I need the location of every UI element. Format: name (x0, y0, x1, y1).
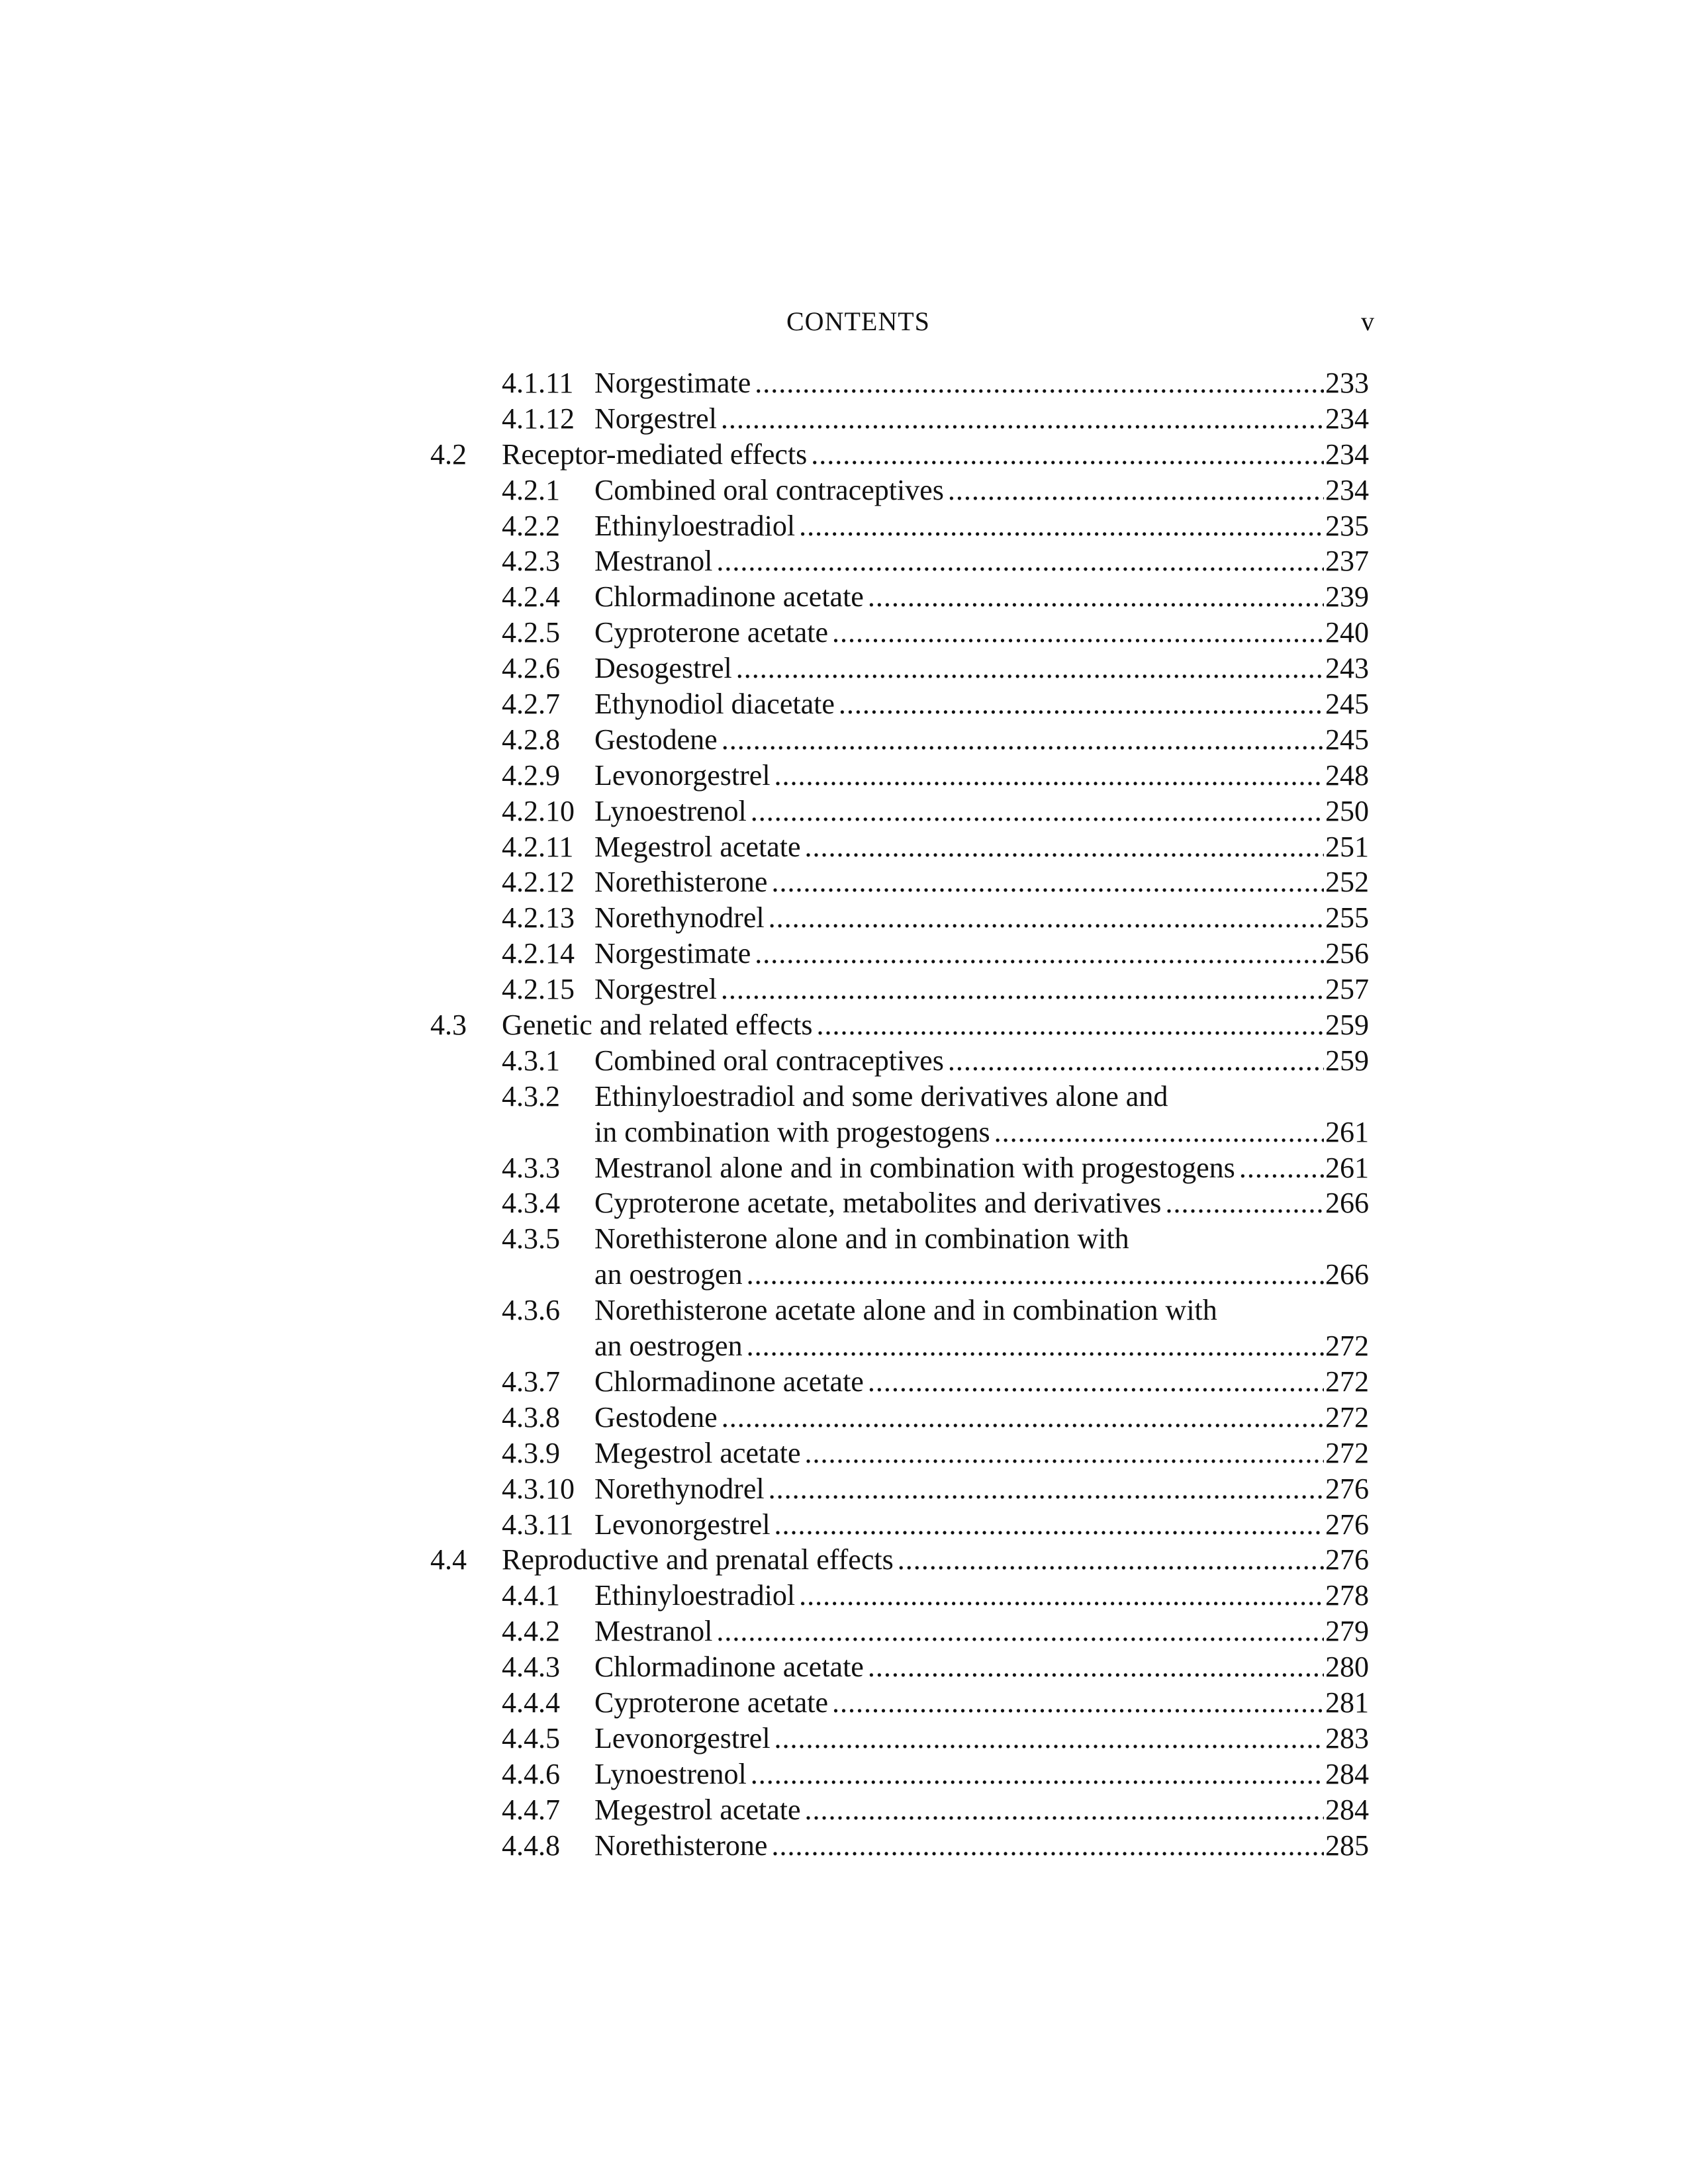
toc-entry-page: 234 (1325, 473, 1369, 506)
toc-entry[interactable] (0, 1043, 1688, 1079)
toc-entry-title: Norethisterone (594, 1829, 768, 1862)
toc-entry-number: 4.2.13 (502, 901, 575, 934)
toc-entry-page: 276 (1325, 1472, 1369, 1505)
toc-entry-number: 4.2.3 (502, 545, 560, 578)
toc-entry-title: Norgestimate (594, 367, 751, 399)
toc-entry-line (502, 365, 1369, 401)
toc-entry-line (502, 1079, 1369, 1115)
table-of-contents (0, 365, 1688, 1863)
toc-entry-title: Levonorgestrel (594, 758, 771, 792)
dot-leader (747, 1328, 1324, 1364)
toc-entry-number: 4.3.11 (502, 1508, 574, 1541)
dot-leader (816, 1007, 1324, 1043)
dot-leader (747, 1257, 1324, 1293)
toc-entry-page: 245 (1325, 723, 1369, 756)
dot-leader (751, 1756, 1324, 1792)
toc-entry-title: Mestranol (594, 1615, 713, 1648)
toc-entry[interactable] (0, 579, 1688, 615)
toc-entry[interactable] (0, 1756, 1688, 1792)
toc-entry-title: Norgestrel (594, 973, 717, 1006)
dot-leader (832, 1685, 1324, 1721)
toc-entry-page: 284 (1325, 1793, 1369, 1826)
toc-entry-title: Chlormadinone acetate (594, 1651, 864, 1684)
toc-entry[interactable] (0, 1542, 1688, 1578)
dot-leader (721, 401, 1324, 437)
toc-entry-page: 259 (1325, 1009, 1369, 1042)
toc-entry-page: 284 (1325, 1757, 1369, 1790)
dot-leader (1239, 1150, 1324, 1186)
toc-entry-page: 281 (1325, 1686, 1369, 1719)
toc-entry-number: 4.2.15 (502, 973, 575, 1006)
dot-leader (736, 651, 1324, 686)
toc-entry-page: 237 (1325, 545, 1369, 578)
dot-leader (769, 900, 1324, 936)
toc-entry[interactable] (0, 401, 1688, 437)
toc-entry-line (430, 437, 1369, 473)
dot-leader (1165, 1185, 1324, 1221)
toc-entry-page: 272 (1325, 1330, 1369, 1363)
toc-entry-line (502, 1614, 1369, 1649)
toc-entry-number: 4.4.8 (502, 1829, 560, 1862)
toc-entry-number: 4.2.14 (502, 937, 575, 970)
toc-entry[interactable] (0, 864, 1688, 900)
toc-entry-number: 4.3.10 (502, 1472, 575, 1505)
toc-entry-line (502, 543, 1369, 579)
toc-entry-title: Receptor-mediated effects (502, 437, 808, 471)
toc-entry-line (502, 401, 1369, 437)
toc-entry-line (594, 1115, 1369, 1150)
toc-entry-title: Chlormadinone acetate (594, 580, 864, 614)
toc-entry-page: 234 (1325, 437, 1369, 471)
toc-entry-title-continued: in combination with progestogens (594, 1115, 990, 1148)
toc-entry-number: 4.2.12 (502, 866, 575, 899)
toc-entry-number: 4.2.11 (502, 830, 574, 863)
toc-entry-line (502, 579, 1369, 615)
toc-entry-page: 278 (1325, 1579, 1369, 1612)
toc-entry-line (502, 1756, 1369, 1792)
toc-entry-line (502, 1293, 1369, 1328)
toc-entry-line (502, 972, 1369, 1007)
toc-entry-page: 272 (1325, 1436, 1369, 1469)
toc-entry-page: 261 (1325, 1151, 1369, 1184)
toc-entry-line (502, 722, 1369, 758)
dot-leader (805, 829, 1324, 865)
dot-leader (774, 1721, 1324, 1756)
toc-entry-line (502, 1792, 1369, 1828)
toc-entry-title: Gestodene (594, 723, 718, 756)
toc-entry-number: 4.3 (430, 1009, 467, 1042)
toc-entry-continuation[interactable] (0, 1115, 1688, 1150)
toc-entry[interactable] (0, 1221, 1688, 1257)
toc-entry-line (502, 936, 1369, 972)
dot-leader (948, 473, 1324, 508)
toc-entry-number: 4.3.1 (502, 1044, 560, 1077)
toc-entry-title: Ethinyloestradiol (594, 1579, 796, 1612)
toc-entry[interactable] (0, 900, 1688, 936)
dot-leader (898, 1542, 1324, 1578)
toc-entry-number: 4.4.2 (502, 1615, 560, 1648)
dot-leader (774, 1507, 1324, 1543)
dot-leader (771, 1828, 1324, 1864)
dot-leader (868, 579, 1324, 615)
toc-entry-number: 4.4.3 (502, 1651, 560, 1684)
toc-entry-title: Combined oral contraceptives (594, 1044, 944, 1077)
toc-entry-line (502, 1471, 1369, 1507)
page-header (0, 306, 1688, 340)
toc-entry-line (502, 1185, 1369, 1221)
dot-leader (799, 1578, 1324, 1614)
toc-entry-title: Norethisterone (594, 866, 768, 899)
toc-entry-page: 276 (1325, 1543, 1369, 1576)
dot-leader (755, 365, 1324, 401)
dot-leader (774, 758, 1324, 794)
toc-entry-number: 4.2.6 (502, 652, 560, 685)
dot-leader (716, 1614, 1324, 1649)
running-head-page-number: v (1361, 306, 1374, 336)
toc-entry-page: 276 (1325, 1508, 1369, 1541)
toc-entry-line (502, 473, 1369, 508)
toc-entry-title: Lynoestrenol (594, 1757, 747, 1790)
toc-entry-title: Megestrol acetate (594, 1793, 801, 1826)
toc-entry-title: Cyproterone acetate, metabolites and derivatives (594, 1187, 1162, 1220)
toc-entry-line (502, 1150, 1369, 1186)
dot-leader (805, 1435, 1324, 1471)
dot-leader (751, 794, 1324, 829)
toc-entry[interactable] (0, 1792, 1688, 1828)
toc-entry-number: 4.1.11 (502, 367, 574, 399)
toc-entry-title: Mestranol (594, 545, 713, 578)
dot-leader (769, 1471, 1324, 1507)
toc-entry-number: 4.4 (430, 1543, 467, 1576)
toc-entry[interactable] (0, 794, 1688, 829)
toc-entry-title: Ethynodiol diacetate (594, 688, 835, 721)
toc-entry-page: 235 (1325, 509, 1369, 542)
toc-entry[interactable] (0, 1614, 1688, 1649)
toc-entry-line (594, 1328, 1369, 1364)
toc-entry-line (502, 1649, 1369, 1685)
toc-entry[interactable] (0, 1150, 1688, 1186)
dot-leader (868, 1649, 1324, 1685)
toc-entry-title: Norgestimate (594, 937, 751, 970)
toc-entry[interactable] (0, 1649, 1688, 1685)
toc-entry-title: Ethinyloestradiol and some derivatives alone and (594, 1079, 1168, 1113)
toc-entry[interactable] (0, 437, 1688, 473)
toc-entry-number: 4.1.12 (502, 402, 575, 435)
dot-leader (722, 1400, 1324, 1435)
dot-leader (721, 972, 1324, 1007)
toc-entry-line (502, 508, 1369, 544)
toc-entry-number: 4.4.4 (502, 1686, 560, 1719)
toc-entry-line (430, 1007, 1369, 1043)
toc-entry-number: 4.2.10 (502, 794, 575, 827)
toc-entry-number: 4.2 (430, 437, 467, 471)
toc-entry-page: 259 (1325, 1044, 1369, 1077)
toc-entry-line (502, 615, 1369, 651)
toc-entry-title: Levonorgestrel (594, 1508, 771, 1541)
toc-entry-line (502, 1507, 1369, 1543)
toc-entry-page: 251 (1325, 830, 1369, 863)
toc-entry-title: Cyproterone acetate (594, 616, 829, 649)
toc-entry-title: Norethynodrel (594, 901, 765, 934)
toc-entry[interactable] (0, 543, 1688, 579)
toc-entry[interactable] (0, 365, 1688, 401)
toc-entry-page: 272 (1325, 1400, 1369, 1433)
toc-entry-number: 4.2.2 (502, 509, 560, 542)
toc-entry[interactable] (0, 1364, 1688, 1400)
toc-entry-line (502, 1364, 1369, 1400)
toc-entry-title: Megestrol acetate (594, 1436, 801, 1469)
toc-entry[interactable] (0, 686, 1688, 722)
toc-entry-number: 4.4.1 (502, 1579, 560, 1612)
toc-entry[interactable] (0, 758, 1688, 794)
toc-entry-line (502, 651, 1369, 686)
toc-entry-line (430, 1542, 1369, 1578)
toc-entry[interactable] (0, 722, 1688, 758)
toc-entry-title: Combined oral contraceptives (594, 473, 944, 506)
toc-entry-page: 257 (1325, 973, 1369, 1006)
toc-entry-page: 245 (1325, 688, 1369, 721)
toc-entry[interactable] (0, 508, 1688, 544)
toc-entry[interactable] (0, 1435, 1688, 1471)
toc-entry-page: 243 (1325, 652, 1369, 685)
toc-entry-number: 4.2.5 (502, 616, 560, 649)
toc-entry-number: 4.4.5 (502, 1721, 560, 1754)
dot-leader (868, 1364, 1324, 1400)
toc-entry-number: 4.4.6 (502, 1757, 560, 1790)
toc-entry-title: Megestrol acetate (594, 830, 801, 863)
toc-entry-line (502, 1435, 1369, 1471)
toc-entry[interactable] (0, 1471, 1688, 1507)
toc-entry-page: 285 (1325, 1829, 1369, 1862)
toc-entry-line (502, 1578, 1369, 1614)
toc-entry-line (502, 686, 1369, 722)
toc-entry-page: 233 (1325, 367, 1369, 399)
toc-entry-title-continued: an oestrogen (594, 1258, 743, 1291)
toc-entry[interactable] (0, 1400, 1688, 1435)
toc-entry-number: 4.3.7 (502, 1365, 560, 1398)
toc-entry[interactable] (0, 829, 1688, 865)
toc-entry-title: Norgestrel (594, 402, 717, 435)
dot-leader (755, 936, 1324, 972)
toc-entry-number: 4.2.9 (502, 758, 560, 792)
toc-entry-number: 4.3.6 (502, 1294, 560, 1327)
toc-entry-number: 4.3.4 (502, 1187, 560, 1220)
toc-entry-line (502, 829, 1369, 865)
toc-entry-page: 239 (1325, 580, 1369, 614)
toc-entry[interactable] (0, 1007, 1688, 1043)
toc-entry-line (502, 1828, 1369, 1864)
toc-entry-number: 4.2.4 (502, 580, 560, 614)
dot-leader (994, 1115, 1324, 1150)
toc-entry-line (502, 1400, 1369, 1435)
toc-entry-page: 261 (1325, 1115, 1369, 1148)
toc-entry[interactable] (0, 1578, 1688, 1614)
toc-entry-line (502, 1721, 1369, 1756)
toc-entry-page: 283 (1325, 1721, 1369, 1754)
toc-entry[interactable] (0, 651, 1688, 686)
toc-entry-title-continued: an oestrogen (594, 1330, 743, 1363)
toc-entry[interactable] (0, 936, 1688, 972)
toc-entry[interactable] (0, 1828, 1688, 1864)
toc-entry-number: 4.3.9 (502, 1436, 560, 1469)
toc-entry-page: 256 (1325, 937, 1369, 970)
toc-entry-page: 234 (1325, 402, 1369, 435)
toc-entry-number: 4.2.1 (502, 473, 560, 506)
toc-entry[interactable] (0, 615, 1688, 651)
dot-leader (805, 1792, 1324, 1828)
toc-entry-title: Gestodene (594, 1400, 718, 1433)
toc-entry-line (502, 900, 1369, 936)
dot-leader (771, 864, 1324, 900)
toc-entry[interactable] (0, 1685, 1688, 1721)
toc-entry-title: Mestranol alone and in combination with progestogens (594, 1151, 1235, 1184)
toc-entry[interactable] (0, 1293, 1688, 1328)
dot-leader (799, 508, 1324, 544)
toc-entry[interactable] (0, 1507, 1688, 1543)
toc-entry[interactable] (0, 972, 1688, 1007)
toc-entry-page: 280 (1325, 1651, 1369, 1684)
toc-entry-title: Norethisterone alone and in combination with (594, 1222, 1129, 1255)
toc-entry-number: 4.3.3 (502, 1151, 560, 1184)
toc-entry-continuation[interactable] (0, 1328, 1688, 1364)
toc-entry-number: 4.3.8 (502, 1400, 560, 1433)
toc-entry-title: Norethisterone acetate alone and in combination with (594, 1294, 1217, 1327)
dot-leader (839, 686, 1324, 722)
toc-entry-line (502, 758, 1369, 794)
toc-entry[interactable] (0, 1185, 1688, 1221)
toc-entry[interactable] (0, 473, 1688, 508)
toc-entry-title: Genetic and related effects (502, 1009, 813, 1042)
toc-entry-page: 279 (1325, 1615, 1369, 1648)
toc-entry-page: 252 (1325, 866, 1369, 899)
toc-entry-number: 4.3.5 (502, 1222, 560, 1255)
toc-entry-page: 240 (1325, 616, 1369, 649)
toc-entry-line (594, 1257, 1369, 1293)
toc-entry-line (502, 864, 1369, 900)
dot-leader (716, 543, 1324, 579)
toc-entry-title: Desogestrel (594, 652, 732, 685)
running-head-title: CONTENTS (786, 306, 930, 336)
dot-leader (811, 437, 1324, 473)
toc-entry-line (502, 794, 1369, 829)
toc-entry-title: Reproductive and prenatal effects (502, 1543, 894, 1576)
toc-entry-page: 272 (1325, 1365, 1369, 1398)
toc-entry[interactable] (0, 1079, 1688, 1115)
toc-entry-title: Levonorgestrel (594, 1721, 771, 1754)
toc-entry-page: 248 (1325, 758, 1369, 792)
toc-entry-number: 4.2.8 (502, 723, 560, 756)
toc-entry[interactable] (0, 1721, 1688, 1756)
dot-leader (832, 615, 1324, 651)
toc-entry-number: 4.3.2 (502, 1079, 560, 1113)
toc-entry-page: 250 (1325, 794, 1369, 827)
toc-entry-title: Cyproterone acetate (594, 1686, 829, 1719)
toc-entry-line (502, 1221, 1369, 1257)
toc-entry-title: Lynoestrenol (594, 794, 747, 827)
toc-entry-page: 266 (1325, 1187, 1369, 1220)
toc-entry-line (502, 1043, 1369, 1079)
toc-entry-continuation[interactable] (0, 1257, 1688, 1293)
toc-entry-title: Norethynodrel (594, 1472, 765, 1505)
toc-entry-title: Chlormadinone acetate (594, 1365, 864, 1398)
toc-entry-line (502, 1685, 1369, 1721)
dot-leader (948, 1043, 1324, 1079)
toc-entry-number: 4.2.7 (502, 688, 560, 721)
toc-entry-title: Ethinyloestradiol (594, 509, 796, 542)
toc-entry-page: 255 (1325, 901, 1369, 934)
toc-entry-number: 4.4.7 (502, 1793, 560, 1826)
toc-entry-page: 266 (1325, 1258, 1369, 1291)
dot-leader (722, 722, 1324, 758)
